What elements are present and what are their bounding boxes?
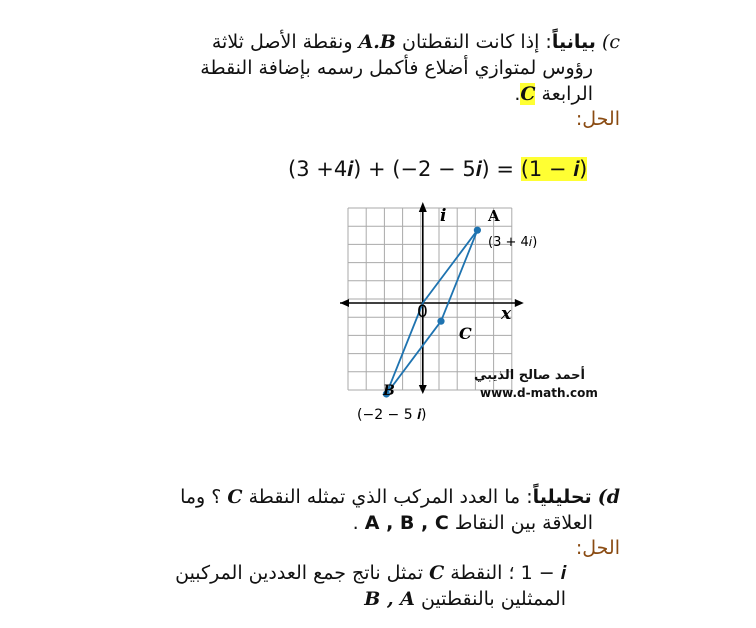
equation-plus: + <box>361 157 393 181</box>
answer-value: 1 − 𝒊 <box>520 562 566 584</box>
equation-equals: = <box>489 157 521 181</box>
answer-points: B , A <box>364 588 415 610</box>
point-c-dot <box>437 318 444 325</box>
equation-term-1: (3 +4𝒊) <box>288 157 362 181</box>
point-a-value: (3 + 4𝑖) <box>488 235 538 250</box>
part-d-line-2-end: . <box>352 512 365 534</box>
part-c-text-1: : إذا كانت النقطتان <box>395 31 552 53</box>
axis-x-label: x <box>501 304 512 324</box>
part-d-label: تحليلياً <box>532 486 592 508</box>
axis-y-label: i <box>440 206 447 226</box>
origin-label: 0 <box>417 302 428 322</box>
answer-line-2-text: الممثلين بالنقطتين <box>414 588 566 610</box>
part-c-line-1 <box>212 30 620 54</box>
part-d-answer-2 <box>364 587 566 611</box>
part-d-answer-1 <box>175 561 566 585</box>
solution-label-d: الحل: <box>575 537 620 559</box>
x-axis-arrow-right <box>515 299 524 307</box>
point-c-label: C <box>459 324 472 343</box>
part-d-line-2 <box>353 511 593 535</box>
part-c-line-2-text: رؤوس لمتوازي أضلاع فأكمل رسمه بإضافة النقطة <box>200 57 593 79</box>
point-b-label: B <box>383 383 395 399</box>
part-c-line-3-suffix: . <box>514 83 521 105</box>
edge-ac <box>441 230 477 321</box>
part-d-point: C <box>227 486 243 508</box>
equation-result: (1 − 𝒊) <box>520 157 588 181</box>
part-c-line-3-prefix: الرابعة <box>535 83 593 105</box>
watermark-author: أحمد صالح الذيبي <box>474 368 585 383</box>
solution-label-c: الحل: <box>575 108 620 130</box>
y-axis-arrow-up <box>419 202 427 212</box>
part-c-text-2: ونقطة الأصل ثلاثة <box>211 31 359 53</box>
part-d-marker: (d <box>597 486 620 508</box>
part-c-line-3 <box>514 82 593 106</box>
part-d-line-2-text: العلاقة بين النقاط <box>448 512 593 534</box>
x-axis-arrow-left <box>340 299 349 307</box>
part-d-text-1: : ما العدد المركب الذي تمثله النقطة <box>242 486 533 508</box>
part-c-line-2 <box>200 56 593 80</box>
part-c-label: بيانياً <box>551 31 596 53</box>
answer-point: C <box>429 562 445 584</box>
point-c-highlight: C <box>520 83 536 105</box>
watermark-site: www.d-math.com <box>480 386 598 400</box>
answer-text-1: ؛ النقطة <box>444 562 521 584</box>
edge-oa <box>423 230 478 303</box>
point-a-dot <box>474 227 481 234</box>
point-a-label: A <box>488 207 500 225</box>
axes <box>340 202 524 394</box>
part-c-points: A.B <box>358 31 396 53</box>
equation-term-2: (−2 − 5𝒊) <box>392 157 490 181</box>
part-d-points: A , B , C <box>364 512 449 534</box>
part-d-line-1 <box>180 485 620 509</box>
point-b-value: (−2 − 5 𝒊) <box>357 407 427 423</box>
part-c-marker: (c <box>601 31 620 53</box>
answer-text-2: تمثل ناتج جمع العددين المركبين <box>175 562 430 584</box>
equation <box>288 156 587 182</box>
part-d-text-2: ؟ وما <box>180 486 228 508</box>
